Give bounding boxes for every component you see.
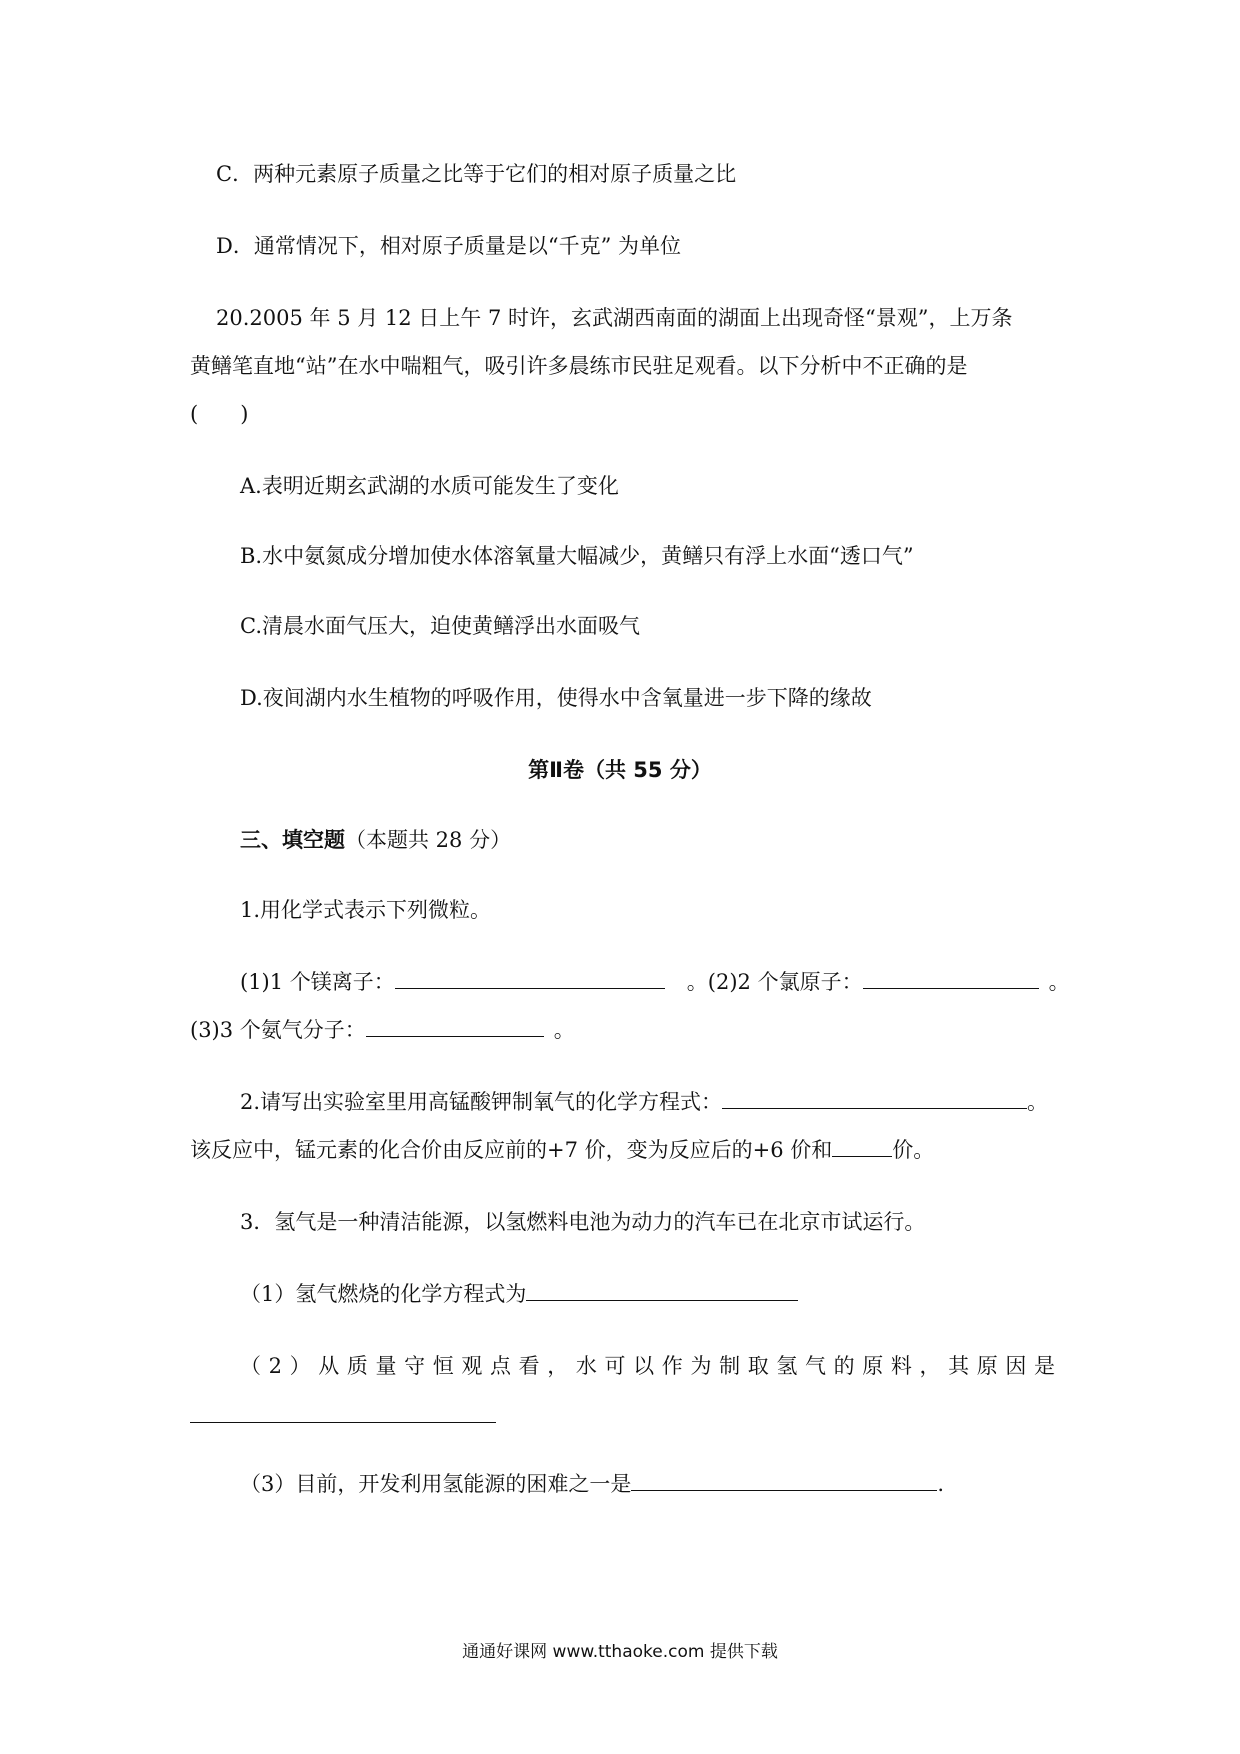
fill3-part3-text: （3）目前，开发利用氢能源的困难之一是 — [240, 1472, 632, 1496]
fill3-part1 — [240, 1280, 798, 1308]
fill3-part1-blank[interactable] — [526, 1280, 798, 1301]
fill2-valence-blank[interactable] — [832, 1136, 892, 1157]
q20-stem-line1: 20.2005 年 5 月 12 日上午 7 时许，玄武湖西南面的湖面上出现奇怪“景观”，上万条 — [216, 306, 1013, 330]
q20-option-d: D.夜间湖内水生植物的呼吸作用，使得水中含氧量进一步下降的缘故 — [240, 686, 872, 710]
fill3-part3 — [240, 1470, 944, 1498]
fill3-part2-blank[interactable] — [190, 1402, 496, 1423]
fill1-b-label: (2)2 个氯原子： — [707, 970, 863, 994]
fill2-equation-blank[interactable] — [722, 1088, 1027, 1109]
fill1-line2 — [190, 1016, 575, 1044]
fill1-a-end: 。 — [686, 970, 708, 994]
q20-option-b: B.水中氨氮成分增加使水体溶氧量大幅减少，黄鳝只有浮上水面“透口气” — [240, 544, 914, 568]
section3-heading-bold: 三、填空题 — [240, 828, 345, 852]
fill3-part1-text: （1）氢气燃烧的化学方程式为 — [240, 1282, 527, 1306]
fill1-line1 — [240, 968, 1070, 996]
fill3-part2: （2）从质量守恒观点看，水可以作为制取氢气的原料，其原因是 — [240, 1354, 1058, 1378]
q20-option-c: C.清晨水面气压大，迫使黄鳝浮出水面吸气 — [240, 614, 640, 638]
fill2-stem: 2.请写出实验室里用高锰酸钾制氧气的化学方程式： — [240, 1090, 723, 1114]
q20-stem-line2: 黄鳝笔直地“站”在水中喘粗气，吸引许多晨练市民驻足观看。以下分析中不正确的是 — [190, 354, 968, 378]
fill1-stem: 1.用化学式表示下列微粒。 — [240, 898, 492, 922]
fill2-line1-end: 。 — [1027, 1090, 1049, 1114]
fill1-c-blank[interactable] — [366, 1016, 544, 1037]
fill3-part3-end: . — [937, 1472, 945, 1496]
fill2-line1 — [240, 1088, 1048, 1116]
fill2-text-end: 价。 — [892, 1138, 935, 1162]
q19-option-c: C．两种元素原子质量之比等于它们的相对原子质量之比 — [216, 162, 737, 186]
fill3-stem: 3．氢气是一种清洁能源，以氢燃料电池为动力的汽车已在北京市试运行。 — [240, 1210, 926, 1234]
q19-option-d: D．通常情况下，相对原子质量是以“千克” 为单位 — [216, 234, 681, 258]
page-footer: 通通好课网 www.tthaoke.com 提供下载 — [462, 1642, 778, 1662]
fill1-b-end: 。 — [1048, 970, 1070, 994]
fill1-c-end: 。 — [553, 1018, 575, 1042]
fill2-line2 — [190, 1136, 934, 1164]
fill1-a-blank[interactable] — [395, 968, 665, 989]
q20-answer-paren: ( ) — [190, 402, 249, 426]
section3-heading-note: （本题共 28 分） — [345, 828, 512, 852]
q20-option-a: A.表明近期玄武湖的水质可能发生了变化 — [240, 474, 619, 498]
fill3-part3-blank[interactable] — [631, 1470, 937, 1491]
fill1-c-label: (3)3 个氨气分子： — [190, 1018, 366, 1042]
fill1-a-label: (1)1 个镁离子： — [240, 970, 395, 994]
part2-title: 第Ⅱ卷（共 55 分） — [528, 758, 712, 782]
section3-heading — [240, 826, 511, 854]
fill2-text: 该反应中，锰元素的化合价由反应前的+7 价，变为反应后的+6 价和 — [190, 1138, 833, 1162]
fill1-b-blank[interactable] — [863, 968, 1039, 989]
